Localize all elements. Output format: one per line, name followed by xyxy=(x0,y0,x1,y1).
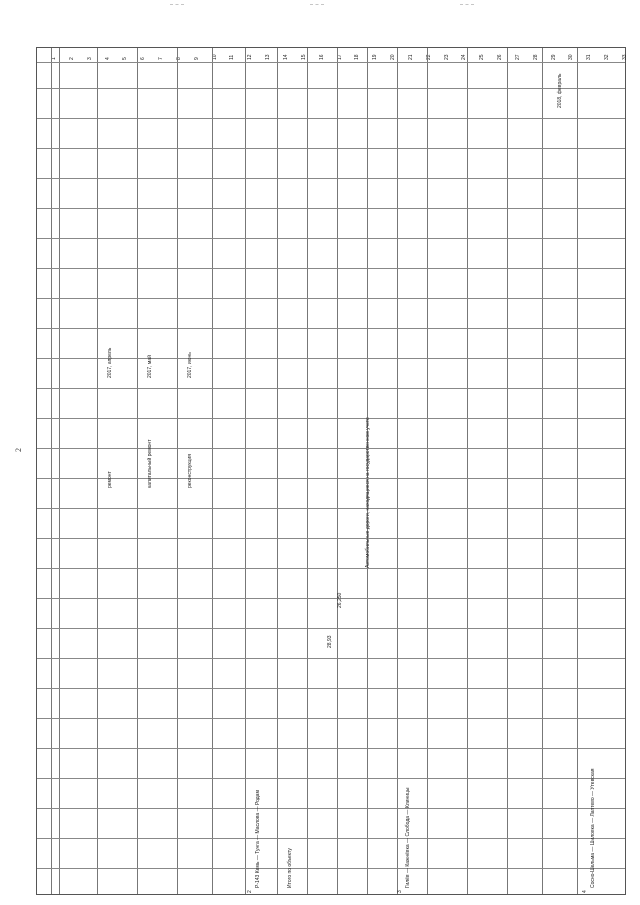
column-number: 7 xyxy=(158,57,165,60)
column-number: 26 xyxy=(497,54,504,60)
column-number: 30 xyxy=(568,54,575,60)
date-cell: 2018, февраль xyxy=(557,73,563,108)
column-number: 15 xyxy=(300,54,307,60)
column-number: 5 xyxy=(122,57,129,60)
row-number: 4 xyxy=(582,890,588,893)
row-number: 2 xyxy=(247,890,253,893)
column-number: 24 xyxy=(461,54,468,60)
work-type: реконструкция xyxy=(187,454,193,488)
date-cell: 2017, июнь xyxy=(187,352,193,378)
section-heading: Автомобильные дороги, находящиеся на государственном учете xyxy=(365,417,371,568)
column-number: 23 xyxy=(443,54,450,60)
column-number: 18 xyxy=(354,54,361,60)
row-name: Р-143 Кемь — Тунга — Маслова — Родам xyxy=(255,790,261,888)
rotated-table xyxy=(36,47,626,895)
row-name: Гилёв — Кажнёвка — Слобода — Клиницы xyxy=(405,787,411,888)
column-number: 31 xyxy=(586,54,593,60)
column-number: 27 xyxy=(514,54,521,60)
column-number: 19 xyxy=(372,54,379,60)
column-number: 6 xyxy=(140,57,147,60)
column-number: 9 xyxy=(193,57,200,60)
column-number: 1 xyxy=(51,57,57,60)
column-number: 16 xyxy=(318,54,325,60)
column-number: 8 xyxy=(175,57,182,60)
column-number: 29 xyxy=(550,54,557,60)
column-number: 22 xyxy=(425,54,432,60)
column-number: 20 xyxy=(390,54,397,60)
column-number: 11 xyxy=(229,54,236,60)
column-number: 12 xyxy=(247,54,254,60)
column-number: 10 xyxy=(211,54,218,60)
cell-value: 26,250 xyxy=(337,592,343,608)
cell-value: 28,93 xyxy=(327,635,333,648)
row-name: Сосно-Шельма — Шиловка — Лаптево — Утевская xyxy=(590,768,596,888)
row-number: 3 xyxy=(397,890,403,893)
page-number: 2 xyxy=(14,448,23,452)
top-cut-marks xyxy=(0,4,640,10)
work-type: ремонт xyxy=(107,471,113,488)
column-number: 17 xyxy=(336,54,343,60)
column-number: 14 xyxy=(282,54,289,60)
column-number: 4 xyxy=(104,57,111,60)
column-number: 13 xyxy=(265,54,272,60)
work-type: капитальный ремонт xyxy=(147,439,153,488)
column-number: 28 xyxy=(532,54,539,60)
column-number: 21 xyxy=(407,54,414,60)
column-number: 33 xyxy=(622,54,628,60)
date-cell: 2017, май xyxy=(147,355,153,378)
subtotal-label: Итого по объекту xyxy=(287,848,293,888)
column-number: 3 xyxy=(86,57,93,60)
column-number: 32 xyxy=(604,54,611,60)
column-number: 25 xyxy=(479,54,486,60)
column-number: 2 xyxy=(68,57,75,60)
date-cell: 2017, апрель xyxy=(107,347,113,378)
